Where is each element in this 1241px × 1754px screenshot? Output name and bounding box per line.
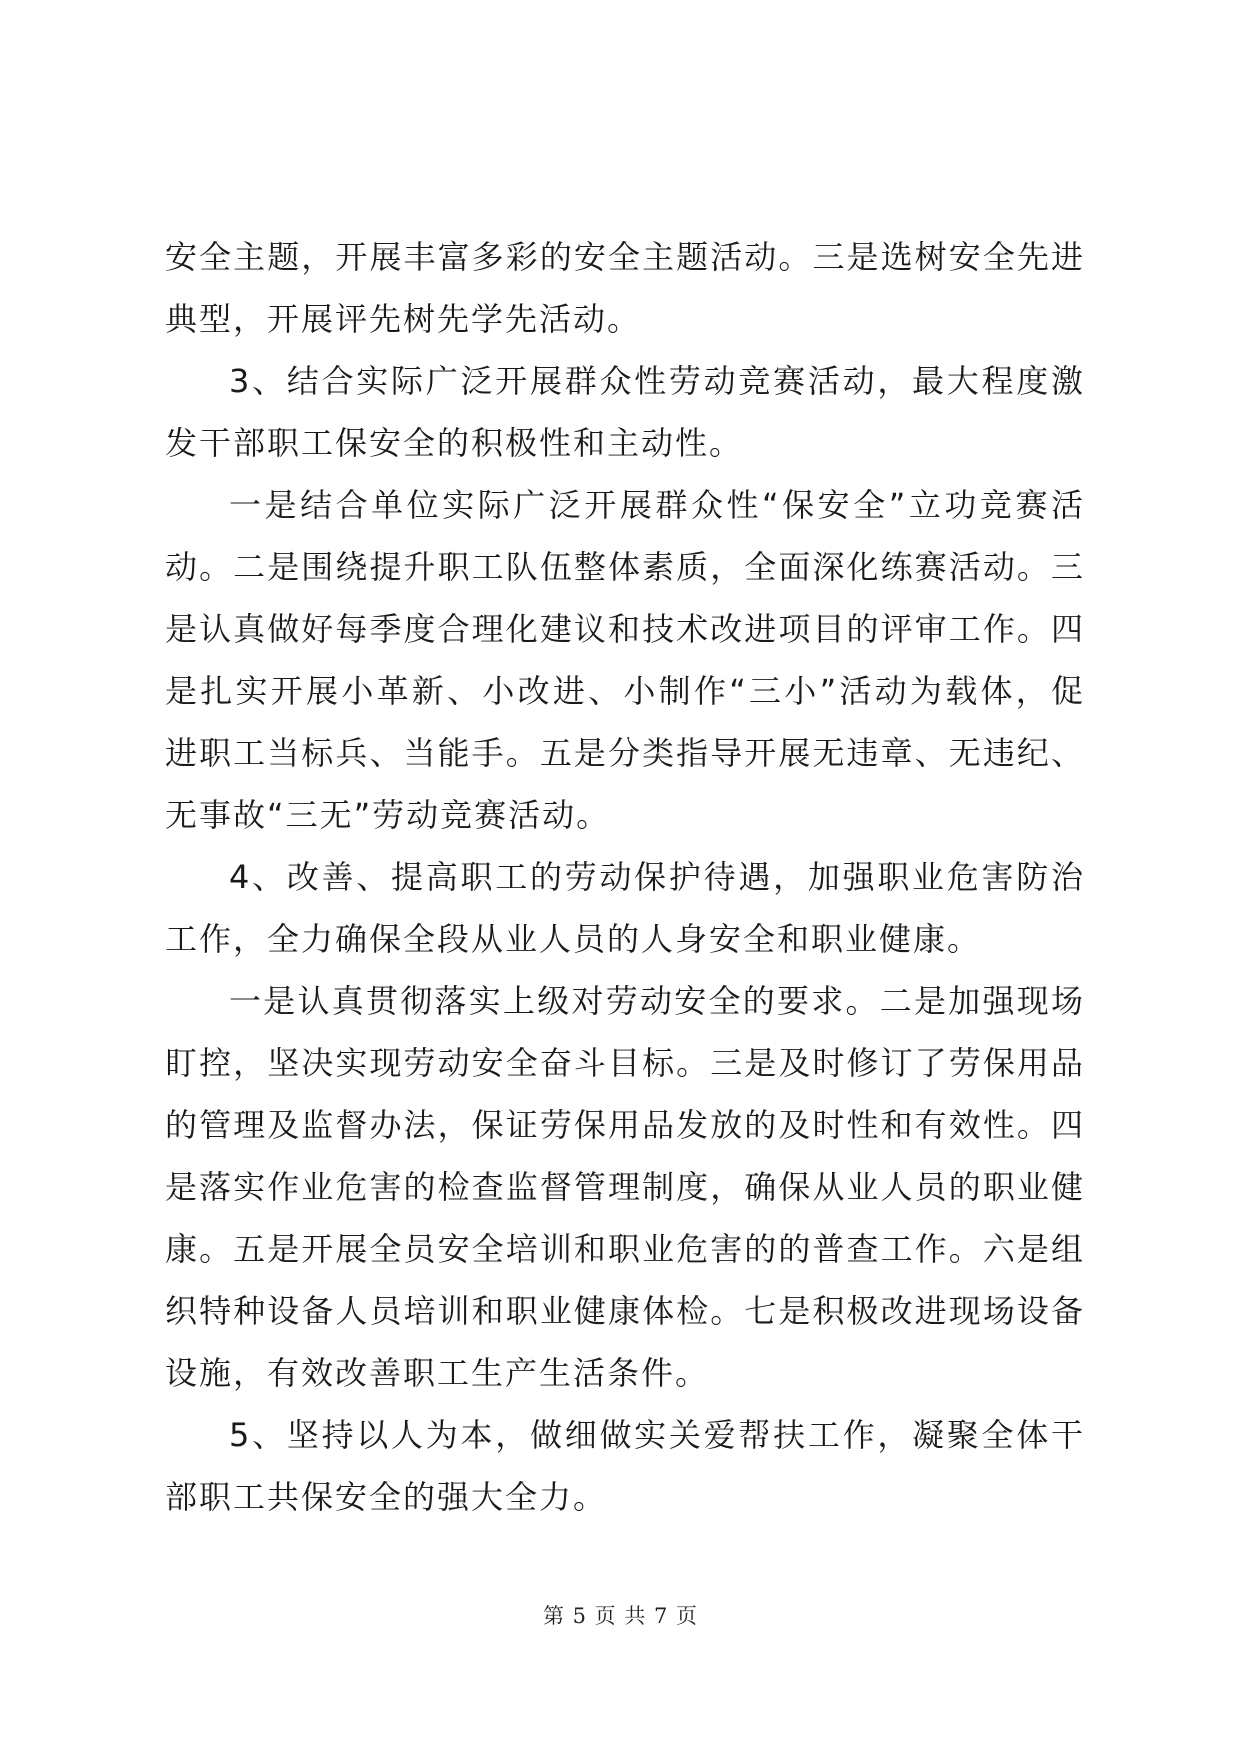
paragraph-item-3-heading: 3、结合实际广泛开展群众性劳动竞赛活动，最大程度激发干部职工保安全的积极性和主动性。 <box>165 362 1085 462</box>
document-body <box>165 226 1085 1528</box>
paragraph-item-5-heading: 5、坚持以人为本，做细做实关爱帮扶工作，凝聚全体干部职工共保安全的强大全力。 <box>165 1416 1085 1516</box>
paragraph-item-4-heading: 4、改善、提高职工的劳动保护待遇，加强职业危害防治工作，全力确保全段从业人员的人身安全和职业健康。 <box>165 858 1085 958</box>
paragraph-item-3-details: 一是结合单位实际广泛开展群众性“保安全”立功竞赛活动。二是围绕提升职工队伍整体素质，全面深化练赛活动。三是认真做好每季度合理化建议和技术改进项目的评审工作。四是扎实开展小革新、小改进、小制作“三小”活动为载体，促进职工当标兵、当能手。五是分类指导开展无违章、无违纪、无事故“三无”劳动竞赛活动。 <box>165 486 1085 834</box>
page-footer: 第 5 页 共 7 页 <box>542 1604 699 1628</box>
paragraph-continuation: 安全主题，开展丰富多彩的安全主题活动。三是选树安全先进典型，开展评先树先学先活动。 <box>165 238 1085 338</box>
paragraph-item-4-details: 一是认真贯彻落实上级对劳动安全的要求。二是加强现场盯控，坚决实现劳动安全奋斗目标。三是及时修订了劳保用品的管理及监督办法，保证劳保用品发放的及时性和有效性。四是落实作业危害的检查监督管理制度，确保从业人员的职业健康。五是开展全员安全培训和职业危害的的普查工作。六是组织特种设备人员培训和职业健康体检。七是积极改进现场设备设施，有效改善职工生产生活条件。 <box>165 982 1085 1392</box>
